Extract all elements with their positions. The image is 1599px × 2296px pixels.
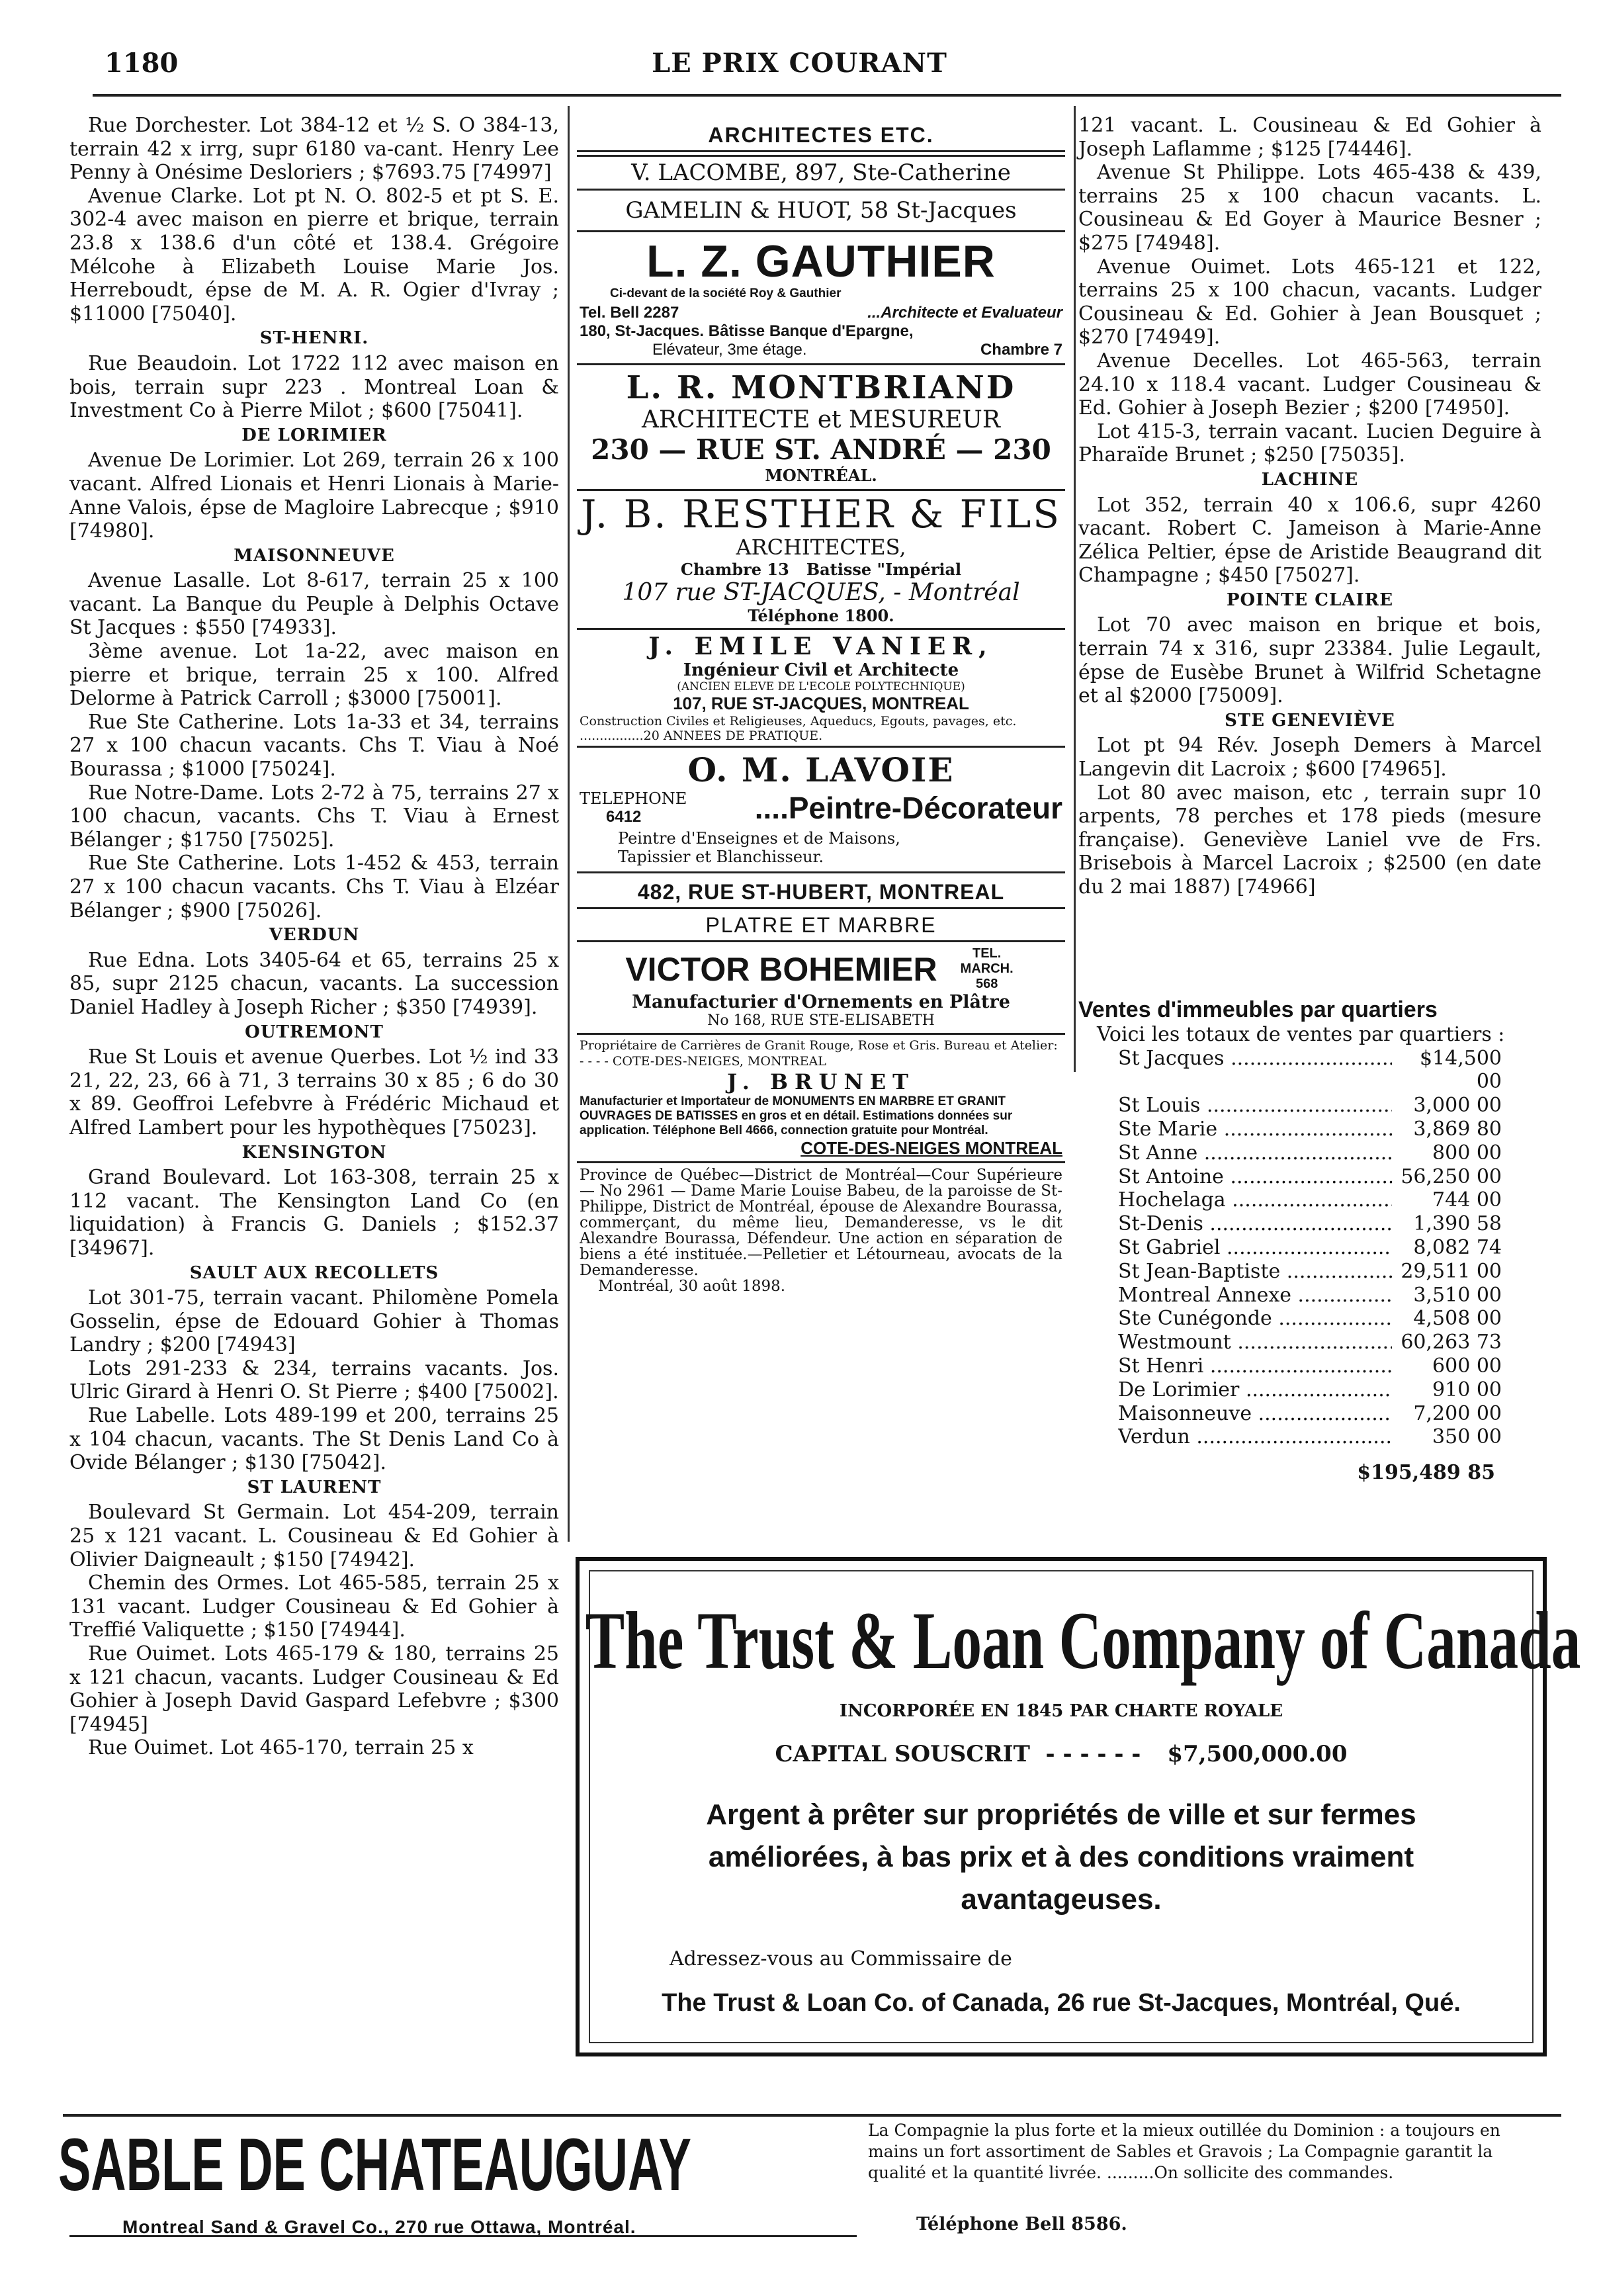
footer-rule [63, 2114, 1561, 2117]
sales-row [1118, 1047, 1502, 1094]
bohemier-name: VICTOR BOHEMIER [625, 950, 937, 988]
ad-brunet [577, 1035, 1065, 1163]
section-heading: VERDUN [269, 925, 360, 946]
sales-row [1118, 1188, 1502, 1212]
platre-section-title: PLATRE ET MARBRE [705, 913, 937, 937]
section-heading: SAULT AUX RECOLLETS [189, 1262, 439, 1283]
trust-loan-title: The Trust & Loan Company of Canada [585, 1595, 1581, 1686]
sable-description: La Compagnie la plus forte et la mieux outillée du Dominion : a toujours en mains un fort assortiment de Sables et Gravois ; La Compagnie garantit la qualité et la quantité livrée. .........On sollicite des commandes. [868, 2121, 1500, 2182]
brunet-name: J. BRUNET [727, 1069, 915, 1094]
district-name: Maisonneuve ..... [1118, 1402, 1392, 1426]
column-divider-left [568, 106, 570, 1542]
property-sale-entry: Rue Labelle. Lots 489-199 et 200, terrains 25 x 104 chacun, vacants. The St Denis Land Co à Ovide Bélanger ; $130 [75042]. [69, 1404, 559, 1475]
district-name: St Louis ..... [1118, 1094, 1392, 1118]
legal-notice [577, 1163, 1065, 1298]
vanier-former: (ANCIEN ELEVE DE L'ECOLE POLYTECHNIQUE) [677, 680, 965, 693]
left-column [69, 114, 559, 1760]
district-name: St-Denis ..... [1118, 1212, 1392, 1236]
property-sale-entry: Rue Beaudoin. Lot 1722 112 avec maison en bois, terrain supr 223 . Montreal Loan & Investment Co à Pierre Milot ; $600 [75041]. [69, 351, 559, 423]
montbriand-city: MONTRÉAL. [765, 466, 877, 485]
district-total: 7,200 00 [1392, 1402, 1502, 1426]
sales-row [1118, 1354, 1502, 1378]
header-rule [93, 94, 1561, 97]
property-sale-entry: Chemin des Ormes. Lot 465-585, terrain 25 x 131 vacant. Ludger Cousineau & Ed Gohier à Treffié Valiquette ; $150 [74944]. [69, 1571, 559, 1642]
ad-lacombe: V. LACOMBE, 897, Ste-Catherine [631, 159, 1011, 186]
sales-row [1118, 1425, 1502, 1449]
sales-row [1118, 1165, 1502, 1189]
district-total: 56,250 00 [1392, 1165, 1502, 1189]
bohemier-address: No 168, RUE STE-ELISABETH [707, 1012, 935, 1029]
lavoie-tel: 6412 [606, 808, 642, 826]
property-sale-entry: Rue Dorchester. Lot 384-12 et ½ S. O 384-13, terrain 42 x irrg, supr 6180 va-cant. Henry Lee Penny à Onésime Desloriers ; $7693.75 [74997] [69, 114, 559, 185]
property-sale-entry: Boulevard St Germain. Lot 454-209, terrain 25 x 121 vacant. L. Cousineau & Ed Gohier à Olivier Daigneault ; $150 [74942]. [69, 1501, 559, 1571]
vanier-work: Construction Civiles et Religieuses, Aqueducs, Egouts, pavages, etc. ................20 ANNEES DE PRATIQUE. [580, 714, 1017, 743]
property-sale-entry: 3ème avenue. Lot 1a-22, avec maison en pierre et brique, terrain 25 x 100. Alfred Delorme à Patrick Carroll ; $3000 [75001]. [69, 640, 559, 711]
district-total: 3,000 00 [1392, 1094, 1502, 1118]
gauthier-former: Ci-devant de la société Roy & Gauthier [610, 287, 842, 300]
district-name: Ste Marie ..... [1118, 1118, 1392, 1141]
property-sale-entry: Rue St Louis et avenue Querbes. Lot ½ ind 33 21, 22, 23, 66 à 71, 3 terrains 30 x 85 ; 6 do 30 x 89. Geoffroi Lefebvre à Frédéric Michaud et Alfred Lambert pour les hypothèques [75023]. [69, 1045, 559, 1139]
resther-room: Chambre 13 [680, 560, 789, 579]
district-total: 60,263 73 [1392, 1331, 1502, 1354]
property-sale-entry: Lot 80 avec maison, etc , terrain supr 10 arpents, 78 perches et 178 pieds (mesure française). Geneviève Laniel vve de Frs. Brisebois à Marcel Lacroix ; $2500 (en date du 2 mai 1887) [74966] [1078, 781, 1541, 899]
sable-phone: Téléphone Bell 8586. [916, 2214, 1127, 2234]
district-name: St Jacques ..... [1118, 1047, 1392, 1094]
lavoie-description: Peintre d'Enseignes et de Maisons, Tapissier et Blanchisseur. [618, 829, 900, 866]
sales-row [1118, 1118, 1502, 1141]
district-total: 8,082 74 [1392, 1236, 1502, 1260]
property-sale-entry: Avenue De Lorimier. Lot 269, terrain 26 x 100 vacant. Alfred Lionais et Henri Lionais à Marie-Anne Valois, épse de Magloire Labrecque ; $910 [74980]. [69, 449, 559, 543]
sales-row [1118, 1284, 1502, 1307]
property-sale-entry: Avenue Ouimet. Lots 465-121 et 122, terrains 25 x 100 chacun, vacants. Ludger Cousineau & Ed. Gohier à Jean Bousquet ; $270 [74949]. [1078, 255, 1541, 349]
district-name: De Lorimier ..... [1118, 1378, 1392, 1402]
property-sale-entry: Lot pt 94 Rév. Joseph Demers à Marcel Langevin dit Lacroix ; $600 [74965]. [1078, 734, 1541, 781]
district-total: 744 00 [1392, 1188, 1502, 1212]
resther-phone: Téléphone 1800. [748, 606, 894, 625]
property-sale-entry: Rue Ste Catherine. Lots 1-452 & 453, terrain 27 x 100 chacun vacants. Chs T. Viau à Elzéar Bélanger ; $900 [75026]. [69, 852, 559, 922]
sales-heading: Ventes d'immeubles par quartiers [1078, 997, 1438, 1022]
brunet-intro: Propriétaire de Carrières de Granit Rouge, Rose et Gris. Bureau et Atelier: - - - - COTE-DES-NEIGES, MONTREAL [580, 1038, 1058, 1069]
sales-row [1118, 1212, 1502, 1236]
resther-building: Batisse "Impérial [806, 560, 962, 579]
ad-vanier [577, 630, 1065, 748]
vanier-role: Ingénieur Civil et Architecte [683, 660, 959, 680]
district-total: 910 00 [1392, 1378, 1502, 1402]
gauthier-tel: Tel. Bell 2287 [580, 304, 679, 322]
district-total: 350 00 [1392, 1425, 1502, 1449]
sable-name [58, 2123, 852, 2206]
sable-underline [69, 2235, 857, 2237]
property-sale-entry: Rue Ouimet. Lot 465-170, terrain 25 x [88, 1736, 474, 1760]
trust-loan-capital-value: $7,500,000.00 [1167, 1741, 1348, 1767]
section-heading: MAISONNEUVE [234, 545, 395, 566]
gauthier-floor: Elévateur, 3me étage. [652, 341, 807, 359]
district-name: Hochelaga ..... [1118, 1188, 1392, 1212]
property-sale-entry: Lot 352, terrain 40 x 106.6, supr 4260 vacant. Robert C. Jameison à Marie-Anne Zélica Peltier, épse de Aristide Beaugrand dit Champagne ; $450 [75027]. [1078, 493, 1541, 588]
right-column [1078, 114, 1541, 899]
sales-row [1118, 1402, 1502, 1426]
district-total: 29,511 00 [1392, 1260, 1502, 1284]
section-heading: DE LORIMIER [241, 425, 387, 445]
sales-table [1078, 1047, 1502, 1450]
sales-row [1118, 1094, 1502, 1118]
property-sale-entry: Lot 301-75, terrain vacant. Philomène Pomela Gosselin, épse de Edouard Gohier à Thomas Landry ; $200 [74943] [69, 1286, 559, 1357]
legal-notice-text: Province de Québec—District de Montréal—Cour Supérieure — No 2961 — Dame Marie Louise Babeu, de la paroisse de St-Philippe, District de Montréal, épouse de Alexandre Bourassa, commerçant, du même lieu, Demanderesse, vs le dit Alexandre Bourassa, Défendeur. Une action en séparation de biens a été instituée.—Pelletier et Létourneau, avocats de la Demanderesse. [580, 1167, 1062, 1279]
montbriand-name: L. R. MONTBRIAND [626, 369, 1016, 406]
sable-company: Montreal Sand & Gravel Co., 270 rue Ottawa, Montréal. [122, 2217, 636, 2237]
lavoie-role: ....Peintre-Décorateur [754, 791, 1062, 825]
trust-loan-address-intro: Adressez-vous au Commissaire de [670, 1947, 1012, 1970]
lavoie-address: 482, RUE ST-HUBERT, MONTREAL [637, 880, 1005, 904]
vanier-address: 107, RUE ST-JACQUES, MONTREAL [673, 693, 969, 713]
district-total: 1,390 58 [1392, 1212, 1502, 1236]
property-sale-entry: Grand Boulevard. Lot 163-308, terrain 25 x 112 vacant. The Kensington Land Co (en liquidation) à Francis G. Daniels ; $152.37 [34967]. [69, 1166, 559, 1260]
ad-bohemier [577, 942, 1065, 1035]
ad-montbriand [577, 365, 1065, 491]
gauthier-role: ...Architecte et Evaluateur [867, 304, 1062, 322]
property-sale-entry: Avenue Lasalle. Lot 8-617, terrain 25 x 100 vacant. La Banque du Peuple à Delphis Octave St Jacques : $550 [74933]. [69, 569, 559, 640]
property-sale-entry: Lot 415-3, terrain vacant. Lucien Deguire à Pharaïde Brunet ; $250 [75035]. [1078, 419, 1541, 467]
lavoie-tel-label: TELEPHONE [580, 789, 687, 808]
ad-gauthier [577, 232, 1065, 365]
section-heading: POINTE CLAIRE [1226, 590, 1394, 610]
architects-section-title: ARCHITECTES ETC. [708, 123, 934, 147]
property-sale-entry: Lots 291-233 & 234, terrains vacants. Jos. Ulric Girard à Henri O. St Pierre ; $400 [75002]. [69, 1356, 559, 1404]
district-name: St Gabriel ..... [1118, 1236, 1392, 1260]
bohemier-tel: TEL. MARCH. 568 [960, 946, 1014, 991]
page-title: LE PRIX COURANT [652, 48, 947, 79]
property-sale-entry: 121 vacant. L. Cousineau & Ed Gohier à Joseph Laflamme ; $125 [74446]. [1078, 114, 1541, 161]
brunet-description: Manufacturier et Importateur de MONUMENTS EN MARBRE ET GRANIT OUVRAGES DE BATISSES en gros et en détail. Estimations données sur application. Téléphone Bell 4666, connection gratuite pour Montréal. [580, 1094, 1013, 1137]
gauthier-name: L. Z. GAUTHIER [646, 236, 996, 287]
ad-resther [577, 491, 1065, 630]
resther-name: J. B. RESTHER & FILS [580, 492, 1062, 537]
property-sale-entry: Avenue Clarke. Lot pt N. O. 802-5 et pt S. E. 302-4 avec maison en pierre et brique, terrain 23.8 x 138.6 d'un côté et 138.4. Grégoire Mélcohe à Elizabeth Louise Marie Jos. Herreboudt, épse de M. A. R. Ogier d'Ivray ; $11000 [75040]. [69, 184, 559, 326]
district-total: 800 00 [1392, 1141, 1502, 1165]
property-sale-entry: Rue Edna. Lots 3405-64 et 65, terrains 25 x 85, supr 2125 chacun, vacants. La succession Daniel Hadley à Joseph Richer ; $350 [74939]. [69, 948, 559, 1019]
sales-row [1118, 1378, 1502, 1402]
district-total: 600 00 [1392, 1354, 1502, 1378]
district-name: Montreal Annexe ..... [1118, 1284, 1392, 1307]
section-heading: KENSINGTON [241, 1142, 387, 1163]
column-divider-right [1074, 106, 1076, 1072]
property-sale-entry: Lot 70 avec maison en brique et bois, terrain 74 x 316, supr 23384. Julie Legault, épse de Eusèbe Brunet à Wilfrid Schetagne et al $2000 [75009]. [1078, 613, 1541, 708]
bohemier-role: Manufacturier d'Ornements en Plâtre [632, 992, 1010, 1012]
trust-loan-capital-label: CAPITAL SOUSCRIT - - - - - - [775, 1741, 1141, 1767]
district-name: St Henri ..... [1118, 1354, 1392, 1378]
vanier-name: J. EMILE VANIER, [648, 633, 994, 660]
ad-gamelin: GAMELIN & HUOT, 58 St-Jacques [625, 197, 1017, 224]
montbriand-role: ARCHITECTE et MESUREUR [641, 406, 1001, 433]
montbriand-address: 230 — RUE ST. ANDRÉ — 230 [591, 433, 1051, 466]
sales-row [1118, 1307, 1502, 1331]
district-name: St Anne ..... [1118, 1141, 1392, 1165]
district-name: Verdun ..... [1118, 1425, 1392, 1449]
ads-column [577, 119, 1065, 1298]
sales-row [1118, 1260, 1502, 1284]
resther-role: ARCHITECTES, [736, 535, 906, 560]
property-sale-entry: Avenue St Philippe. Lots 465-438 & 439, terrains 25 x 100 chacun vacants. L. Cousineau & Ed Goyer à Maurice Besner ; $275 [74948]. [1078, 161, 1541, 255]
ad-lavoie [577, 748, 1065, 873]
resther-address: 107 rue ST-JACQUES, - Montréal [622, 579, 1020, 606]
property-sale-entry: Avenue Decelles. Lot 465-563, terrain 24.10 x 118.4 vacant. Ludger Cousineau & Ed. Gohier à Joseph Bezier ; $200 [74950]. [1078, 349, 1541, 420]
trust-loan-offer: Argent à prêter sur propriétés de ville et sur fermes améliorées, à bas prix et à des conditions vraiment avantageuses. [706, 1798, 1416, 1916]
sales-row [1118, 1141, 1502, 1165]
section-heading: ST-HENRI. [259, 328, 369, 349]
sales-by-district [1078, 996, 1541, 1485]
lavoie-name: O. M. LAVOIE [687, 750, 955, 789]
district-total: 3,869 80 [1392, 1118, 1502, 1141]
sales-row [1118, 1331, 1502, 1354]
trust-loan-advertisement [576, 1557, 1581, 2056]
sales-total: $195,489 85 [1357, 1461, 1495, 1485]
district-total: 4,508 00 [1392, 1307, 1502, 1331]
district-name: Westmount ..... [1118, 1331, 1392, 1354]
gauthier-address: 180, St-Jacques. Bâtisse Banque d'Epargne, [580, 322, 914, 340]
property-sale-entry: Rue Ste Catherine. Lots 1a-33 et 34, terrains 27 x 100 chacun vacants. Chs T. Viau à Noé Bourassa ; $1000 [75024]. [69, 710, 559, 781]
property-sale-entry: Rue Ouimet. Lots 465-179 & 180, terrains 25 x 121 chacun, vacants. Ludger Cousineau & Ed Gohier à Joseph David Gaspard Lefebvre ; $300 [74945] [69, 1642, 559, 1736]
gauthier-room: Chambre 7 [980, 341, 1062, 359]
trust-loan-address: The Trust & Loan Co. of Canada, 26 rue St-Jacques, Montréal, Qué. [662, 1989, 1461, 2017]
trust-loan-name [585, 1591, 1581, 1691]
sales-intro: Voici les totaux de ventes par quartiers : [1097, 1023, 1505, 1046]
section-heading: STE GENEVIÈVE [1225, 710, 1395, 730]
sales-row [1118, 1236, 1502, 1260]
property-sale-entry: Rue Notre-Dame. Lots 2-72 à 75, terrains 27 x 100 chacun, vacants. Chs T. Viau à Ernest Bélanger ; $1750 [75025]. [69, 781, 559, 852]
section-heading: LACHINE [1261, 469, 1359, 490]
sable-title: SABLE DE CHATEAUGUAY [58, 2123, 691, 2206]
district-name: St Jean-Baptiste ..... [1118, 1260, 1392, 1284]
section-heading: OUTREMONT [245, 1022, 384, 1042]
brunet-address: COTE-DES-NEIGES MONTREAL [800, 1138, 1062, 1158]
district-name: St Antoine ..... [1118, 1165, 1392, 1189]
district-total: $14,500 00 [1392, 1047, 1502, 1094]
page-number: 1180 [105, 48, 179, 79]
district-name: Ste Cunégonde ..... [1118, 1307, 1392, 1331]
section-heading: ST LAURENT [247, 1477, 382, 1497]
district-total: 3,510 00 [1392, 1284, 1502, 1307]
legal-notice-date: Montréal, 30 août 1898. [598, 1278, 786, 1295]
trust-loan-incorporated: INCORPORÉE EN 1845 PAR CHARTE ROYALE [839, 1701, 1283, 1721]
